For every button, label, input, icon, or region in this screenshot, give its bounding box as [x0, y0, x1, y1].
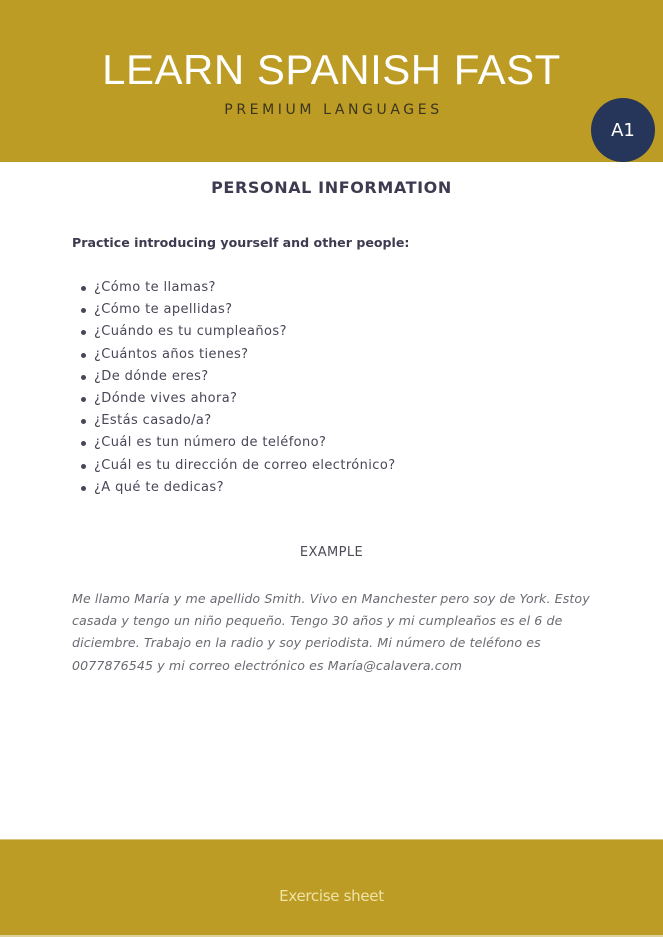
page-title: LEARN SPANISH FAST: [102, 46, 561, 93]
list-item: [72, 411, 396, 433]
footer-label: Exercise sheet: [279, 887, 384, 905]
header-banner: [0, 0, 663, 162]
brand-subtitle: PREMIUM LANGUAGES: [224, 102, 443, 118]
list-item: [72, 322, 396, 344]
question-text: ¿Cuál es tu dirección de correo electrónico?: [94, 457, 396, 473]
intro-instruction: Practice introducing yourself and other people:: [72, 235, 410, 250]
bullet-icon: [81, 286, 86, 291]
question-text: ¿De dónde eres?: [94, 368, 209, 384]
list-item: [72, 389, 396, 411]
bullet-icon: [81, 330, 86, 335]
section-title: PERSONAL INFORMATION: [211, 178, 452, 197]
bullet-icon: [81, 486, 86, 491]
question-text: ¿Cómo te apellidas?: [94, 302, 233, 318]
footer-banner: [0, 839, 663, 935]
bullet-icon: [81, 419, 86, 424]
list-item: [72, 456, 396, 478]
bullet-icon: [81, 464, 86, 469]
example-heading: EXAMPLE: [299, 545, 364, 560]
list-item: [72, 367, 396, 389]
bullet-icon: [81, 375, 86, 380]
question-text: ¿Cómo te llamas?: [94, 280, 216, 295]
bullet-icon: [81, 308, 86, 313]
question-list: [72, 278, 396, 500]
list-item: [72, 345, 396, 367]
question-text: ¿Dónde vives ahora?: [94, 390, 238, 406]
bullet-icon: [81, 353, 86, 358]
list-item: [72, 300, 396, 322]
question-text: ¿A qué te dedicas?: [94, 479, 224, 495]
question-text: ¿Cuántos años tienes?: [94, 346, 249, 362]
example-paragraph: Me llamo María y me apellido Smith. Vivo en Manchester pero soy de York. Estoy casada y tengo un niño pequeño. Tengo 30 años y mi cumpleaños es el 6 de diciembre. Trabajo en la radio y soy periodista. Mi número de teléfono es 0077876545 y mi correo electrónico es María@calavera.com: [72, 591, 590, 673]
list-item: [72, 433, 396, 455]
question-text: ¿Cuál es tun número de teléfono?: [94, 435, 327, 451]
question-text: ¿Estás casado/a?: [94, 413, 212, 429]
bullet-icon: [81, 397, 86, 402]
list-item: [72, 478, 396, 500]
question-text: ¿Cuándo es tu cumpleaños?: [94, 324, 287, 340]
list-item: [72, 278, 396, 300]
bullet-icon: [81, 441, 86, 446]
level-badge: A1: [591, 98, 655, 162]
